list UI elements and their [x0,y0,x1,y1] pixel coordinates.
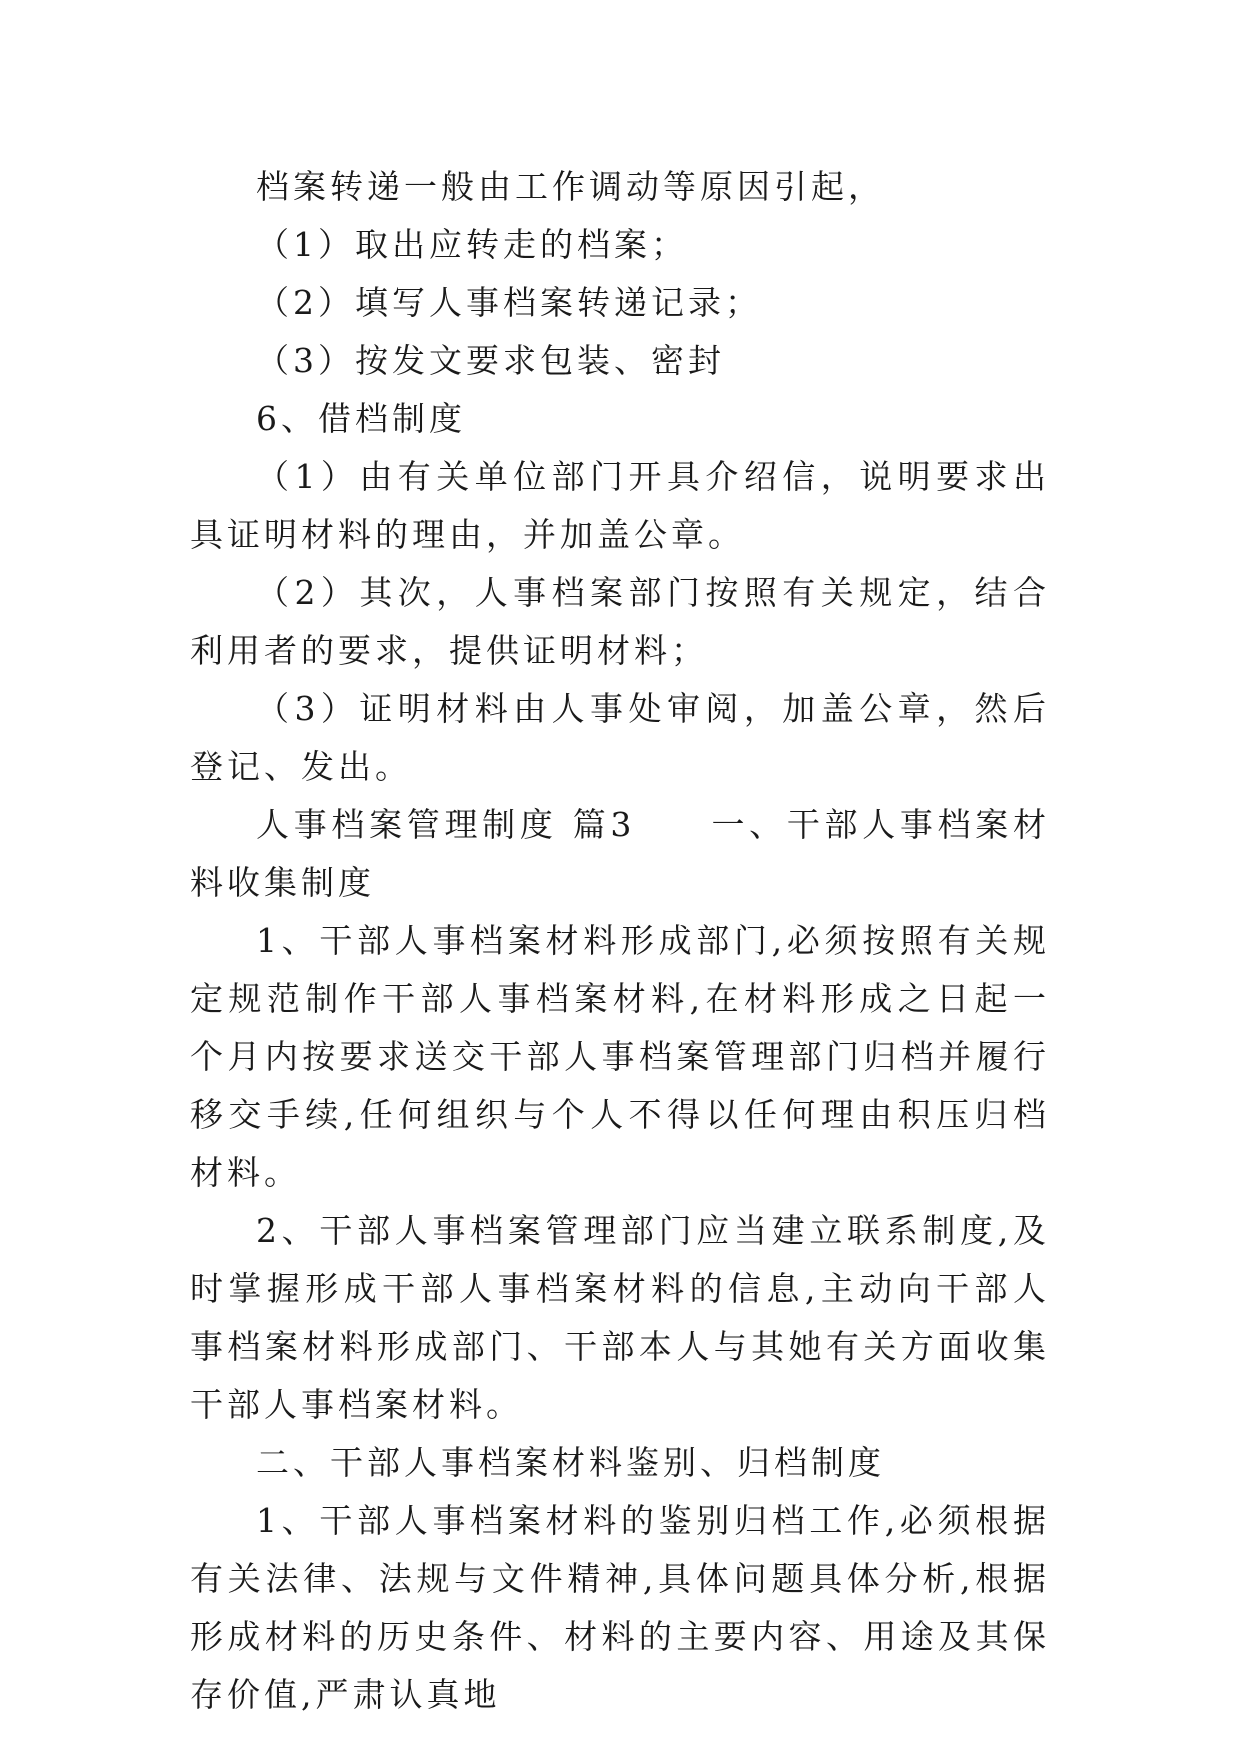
collection-rule-2: 2、干部人事档案管理部门应当建立联系制度,及时掌握形成干部人事档案材料的信息,主动向干部人事档案材料形成部门、干部本人与其她有关方面收集干部人事档案材料。 [190,1211,1050,1424]
section-heading-borrowing: 6、借档制度 [256,399,466,438]
transfer-step-3: （3）按发文要求包装、密封 [256,341,725,380]
section-heading-appraisal: 二、干部人事档案材料鉴别、归档制度 [256,1443,885,1482]
borrowing-step-1: （1）由有关单位部门开具介绍信，说明要求出具证明材料的理由，并加盖公章。 [190,457,1050,554]
collection-rule-1: 1、干部人事档案材料形成部门,必须按照有关规定规范制作干部人事档案材料,在材料形成之日起一个月内按要求送交干部人事档案管理部门归档并履行移交手续,任何组织与个人不得以任何理由积压归档材料。 [190,921,1050,1192]
borrowing-step-2: （2）其次，人事档案部门按照有关规定，结合利用者的要求，提供证明材料； [190,573,1050,670]
transfer-step-1: （1）取出应转走的档案； [256,225,688,264]
paragraph-transfer-intro: 档案转递一般由工作调动等原因引起， [256,167,885,206]
appraisal-rule-1: 1、干部人事档案材料的鉴别归档工作,必须根据有关法律、法规与文件精神,具体问题具体分析,根据形成材料的历史条件、材料的主要内容、用途及其保存价值,严肃认真地 [190,1501,1050,1714]
article-title-section-1: 人事档案管理制度 篇3 一、干部人事档案材料收集制度 [190,805,1050,902]
borrowing-step-3: （3）证明材料由人事处审阅，加盖公章，然后登记、发出。 [190,689,1050,786]
transfer-step-2: （2）填写人事档案转递记录； [256,283,762,322]
document-body [190,158,1050,1724]
